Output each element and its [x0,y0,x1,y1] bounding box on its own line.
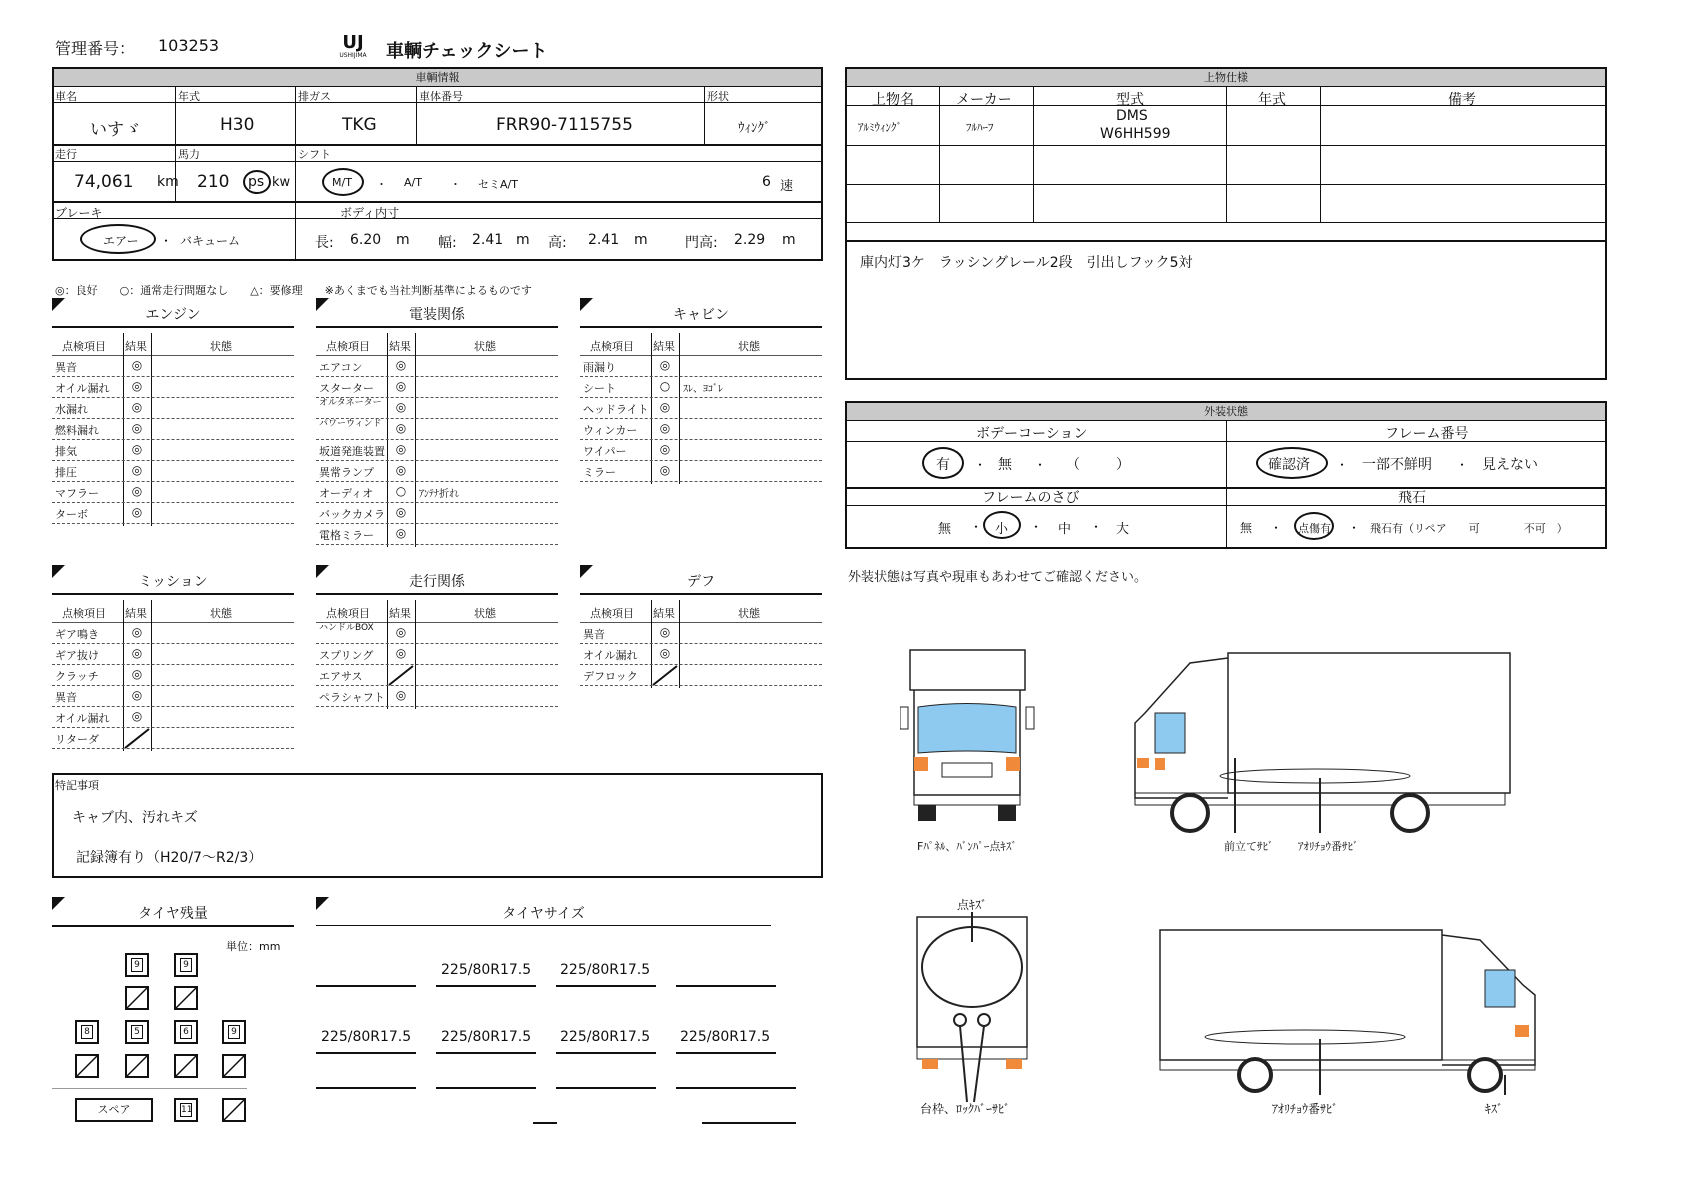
item-result: ◎ [395,442,407,456]
upper-col-name: 上物名 [872,92,914,108]
truck-rear-diagram [912,912,1032,1102]
coat-no: 無 [998,457,1012,473]
col-result: 結果 [125,340,147,353]
shape-label: 形状 [707,90,729,103]
item-result: ◎ [131,442,143,456]
power-value: 210 [197,172,230,192]
inspection-row [316,398,558,419]
not-applicable-slash [387,665,415,686]
shift-label: シフト [298,148,331,161]
shift-semi: セミA/T [478,178,518,191]
item-result: ◎ [395,421,407,435]
tire-slash-box [75,1054,99,1078]
item-state: ｽﾚ、ﾖｺﾞﾚ [683,384,723,395]
frame-no-label: フレーム番号 [1385,426,1469,442]
item-result: ◎ [395,400,407,414]
side-note2: ｱｵﾘﾁｮｳ番ｻﾋﾞ [1298,840,1359,853]
item-name: 異常ランプ [319,466,374,479]
tire-size-header: タイヤサイズ [316,897,771,927]
item-result: ◎ [131,667,143,681]
frame-invisible: 見えない [1482,457,1538,473]
col-result: 結果 [653,607,675,620]
tire-size-rear-1: 225/80R17.5 [321,1029,412,1045]
mgmt-number: 103253 [158,36,220,55]
col-state: 状態 [738,340,760,353]
col-state: 状態 [738,607,760,620]
item-name: ウィンカー [583,424,638,437]
tire-rear-2: 5 [125,1020,149,1044]
frame-partial: 一部不鮮明 [1362,457,1432,473]
inspection-row [316,377,558,398]
item-result: ◎ [659,400,671,414]
inspection-row [316,356,558,377]
item-result: ◎ [131,421,143,435]
col-state: 状態 [210,340,232,353]
item-name: マフラー [55,487,99,500]
section-engine [52,298,294,526]
inspection-row [580,440,822,461]
item-name: 排圧 [55,466,77,479]
tire-size-rear-2: 225/80R17.5 [441,1029,532,1045]
item-name: ミラー [583,466,616,479]
tire-size-rear-4: 225/80R17.5 [680,1029,771,1045]
inspection-row [316,644,558,665]
tire-spare: 11 [174,1098,198,1122]
chip-label: 飛石 [1398,490,1426,506]
section-title-electric: 電装関係 [409,307,465,323]
body-width: 2.41 [472,232,504,248]
item-result: ◎ [395,379,407,393]
body-dim-label: ボディ内寸 [340,206,400,220]
item-name: ターボ [55,508,88,521]
tire-slash-box [222,1098,246,1122]
col-result: 結果 [653,340,675,353]
item-result: ◎ [659,463,671,477]
item-name: 燃料漏れ [55,424,99,437]
front-note: Fﾊﾟﾈﾙ、ﾊﾞﾝﾊﾟｰ点ｷｽﾞ [917,840,1017,853]
year-value: H30 [220,115,255,135]
item-name: ワイパー [583,445,627,458]
section-title-drive: 走行関係 [409,574,465,590]
power-ps: ps [248,174,265,190]
col-item: 点検項目 [62,340,106,353]
upper-model-value1: DMS [1116,108,1148,124]
truck-side-diagram [1115,648,1515,833]
inspection-row [580,356,822,377]
item-name: ギア抜け [55,649,99,662]
tire-slash-box [222,1054,246,1078]
chip-spot: 点傷有 [1298,522,1331,535]
item-name: 坂道発進装置 [319,445,385,458]
item-result: ◎ [131,379,143,393]
legend: ◎：良好 ○：通常走行問題なし △：要修理 ※あくまでも当社判断基準によるものです [55,284,532,297]
remarks-line2: 記録簿有り（H20/7～R2/3） [76,850,263,866]
tire-size-front-left: 225/80R17.5 [441,962,532,978]
section-title-engine: エンジン [145,307,201,323]
item-name: デフロック [583,670,638,683]
spare-label: スペア [75,1098,153,1122]
exhaust-value: TKG [342,115,377,135]
section-title-mission: ミッション [138,574,208,590]
mileage-label: 走行 [55,148,77,161]
item-result: ◎ [395,358,407,372]
item-name: パワーウィンド [319,419,382,429]
upper-maker-value: ﾌﾙﾊｰﾌ [966,121,994,134]
tire-rear-4: 9 [222,1020,246,1044]
inspection-row [580,398,822,419]
item-result: ◎ [131,463,143,477]
inspection-row [52,623,294,644]
rust-large: 大 [1116,522,1130,537]
not-applicable-slash [651,665,679,686]
item-result: ◎ [659,646,671,660]
item-result: ◎ [395,646,407,660]
upper-col-maker: メーカー [956,92,1012,108]
item-result: ◎ [659,442,671,456]
col-result: 結果 [125,607,147,620]
tire-size-rear-3: 225/80R17.5 [560,1029,651,1045]
brake-air: エアー [103,234,139,248]
item-result: ◎ [395,463,407,477]
door-height: 2.29 [734,232,766,248]
item-name: スターター [319,382,374,395]
inspection-row [52,356,294,377]
exterior-note: 外装状態は写真や現車もあわせてご確認ください。 [848,570,1148,585]
chip-stone: 飛石有（リペア 可 不可 ） [1370,522,1568,535]
body-coat-label: ボデーコーション [976,426,1088,442]
inspection-row [52,503,294,524]
inspection-row [580,419,822,440]
vehicle-info-header: 車輌情報 [54,69,821,87]
gears-unit: 速 [780,179,794,194]
inspection-row [316,686,558,707]
rear-note: 台枠、ﾛｯｸﾊﾞｰｻﾋﾞ [920,1102,1011,1116]
item-result: ◎ [131,505,143,519]
upper-name-value: ｱﾙﾐｳｨﾝｸﾞ [858,121,902,134]
remarks-line1: キャブ内、汚れキズ [72,810,198,826]
side2-note2: ｷｽﾞ [1485,1102,1504,1116]
inspection-row [52,728,294,749]
inspection-row [316,623,558,644]
inspection-row [316,524,558,545]
item-name: バックカメラ [319,508,385,521]
mileage-value: 74,061 [74,172,134,192]
item-name: スプリング [319,649,374,662]
section-title-cabin: キャビン [673,307,729,323]
item-result: ○ [659,379,671,393]
brake-vacuum: バキューム [180,234,241,248]
item-name: 異音 [55,361,77,374]
tire-slash-box [174,986,198,1010]
company-logo: UJ USHIJIMA [339,32,367,59]
exhaust-label: 排ガス [298,90,331,103]
tire-size-front-right: 225/80R17.5 [560,962,651,978]
item-result: ○ [395,484,407,498]
inspection-row [52,461,294,482]
remarks-title: 特記事項 [55,779,99,792]
inspection-row [52,440,294,461]
inspection-row [580,644,822,665]
shape-value: ｳｨﾝｸﾞ [738,121,771,136]
inspection-row [316,461,558,482]
item-name: オルタネーター [319,398,382,408]
inspection-row [52,419,294,440]
inspection-row [52,665,294,686]
inspection-row [52,644,294,665]
maker-value: いすゞ [90,120,141,140]
inspection-row [580,623,822,644]
item-name: ヘッドライト [583,403,649,416]
inspection-row [580,665,822,686]
power-label: 馬力 [178,148,200,161]
coat-yes: 有 [936,457,950,473]
col-item: 点検項目 [326,340,370,353]
mgmt-label: 管理番号： [55,39,136,58]
not-applicable-slash [123,728,151,749]
power-kw: kw [272,175,291,190]
year-label: 年式 [178,90,200,103]
item-result: ◎ [659,625,671,639]
section-title-diff: デフ [687,574,715,590]
frame-confirmed: 確認済 [1268,457,1310,473]
item-result: ◎ [131,646,143,660]
item-result: ◎ [395,625,407,639]
item-name: ハンドルBOX [319,623,374,633]
rust-label: フレームのさび [982,490,1080,506]
inspection-row [316,419,558,440]
col-item: 点検項目 [590,340,634,353]
gears-value: 6 [762,174,771,190]
truck-front-diagram [900,645,1050,825]
upper-notes: 庫内灯3ケ ラッシングレール2段 引出しフック5対 [860,255,1193,271]
item-result: ◎ [395,688,407,702]
item-result: ◎ [131,688,143,702]
tire-front-right: 9 [174,953,198,977]
item-name: ギア鳴き [55,628,99,641]
section-electric [316,298,558,547]
item-name: シート [583,382,616,395]
item-result: ◎ [131,358,143,372]
col-state: 状態 [474,340,496,353]
section-drive [316,565,558,709]
item-name: ペラシャフト [319,691,385,704]
tire-slash-box [125,1054,149,1078]
col-item: 点検項目 [62,607,106,620]
inspection-row [52,398,294,419]
item-result: ◎ [131,625,143,639]
upper-col-notes: 備考 [1448,92,1476,108]
item-result: ◎ [395,505,407,519]
brake-label: ブレーキ [55,206,103,220]
item-name: オイル漏れ [55,712,110,725]
upper-col-year: 年式 [1258,92,1286,108]
col-state: 状態 [474,607,496,620]
section-mission [52,565,294,751]
item-state: ｱﾝﾃﾅ折れ [419,489,459,500]
item-name: エアコン [319,361,363,374]
tire-slash-box [174,1054,198,1078]
tire-rear-1: 8 [75,1020,99,1044]
col-result: 結果 [389,607,411,620]
item-name: オーディオ [319,487,374,500]
item-result: ◎ [659,421,671,435]
item-name: 水漏れ [55,403,88,416]
rust-small: 小 [995,522,1009,537]
col-state: 状態 [210,607,232,620]
inspection-row [52,377,294,398]
item-name: 排気 [55,445,77,458]
rear-top-note: 点ｷｽﾞ [957,898,988,912]
item-name: 異音 [55,691,77,704]
tire-slash-box [125,986,149,1010]
shift-at: A/T [404,176,422,189]
item-result: ◎ [395,526,407,540]
shift-mt: M/T [332,176,352,189]
maker-label: 車名 [55,90,77,103]
side-note1: 前立てｻﾋﾞ [1224,840,1274,853]
chip-none: 無 [1240,521,1253,535]
exterior-header: 外装状態 [847,403,1605,421]
col-result: 結果 [389,340,411,353]
rust-none: 無 [938,522,952,537]
tire-front-left: 9 [125,953,149,977]
inspection-row [316,440,558,461]
item-name: オイル漏れ [55,382,110,395]
inspection-row [52,707,294,728]
inspection-row [316,665,558,686]
mileage-unit: km [157,174,179,190]
item-name: エアサス [319,670,363,683]
col-item: 点検項目 [326,607,370,620]
item-result: ◎ [659,358,671,372]
document-title: 車輌チェックシート [386,41,548,62]
tire-unit: 単位：mm [226,940,281,953]
body-length: 6.20 [350,232,382,248]
upper-model-value2: W6HH599 [1100,126,1171,142]
item-name: 電格ミラー [319,529,374,542]
col-item: 点検項目 [590,607,634,620]
body-height: 2.41 [588,232,620,248]
tire-rear-3: 6 [174,1020,198,1044]
item-name: オイル漏れ [583,649,638,662]
item-name: 異音 [583,628,605,641]
chassis-label: 車体番号 [419,90,463,103]
side2-note1: ｱｵﾘﾁｮｳ番ｻﾋﾞ [1272,1102,1339,1116]
upper-col-model: 型式 [1116,92,1144,108]
item-result: ◎ [131,484,143,498]
item-name: リターダ [55,733,99,746]
inspection-row [580,377,822,398]
item-result: ◎ [131,400,143,414]
chassis-value: FRR90-7115755 [496,115,633,135]
item-name: クラッチ [55,670,99,683]
inspection-row [316,482,558,503]
section-cabin [580,298,822,484]
rust-mid: 中 [1058,522,1072,537]
inspection-row [52,482,294,503]
tire-remain-header: タイヤ残量 [52,897,294,927]
item-name: 雨漏り [583,361,616,374]
upper-spec-header: 上物仕様 [847,69,1605,87]
inspection-row [580,461,822,482]
item-result: ◎ [131,709,143,723]
section-diff [580,565,822,688]
inspection-row [52,686,294,707]
inspection-row [316,503,558,524]
truck-side2-diagram [1155,925,1545,1095]
